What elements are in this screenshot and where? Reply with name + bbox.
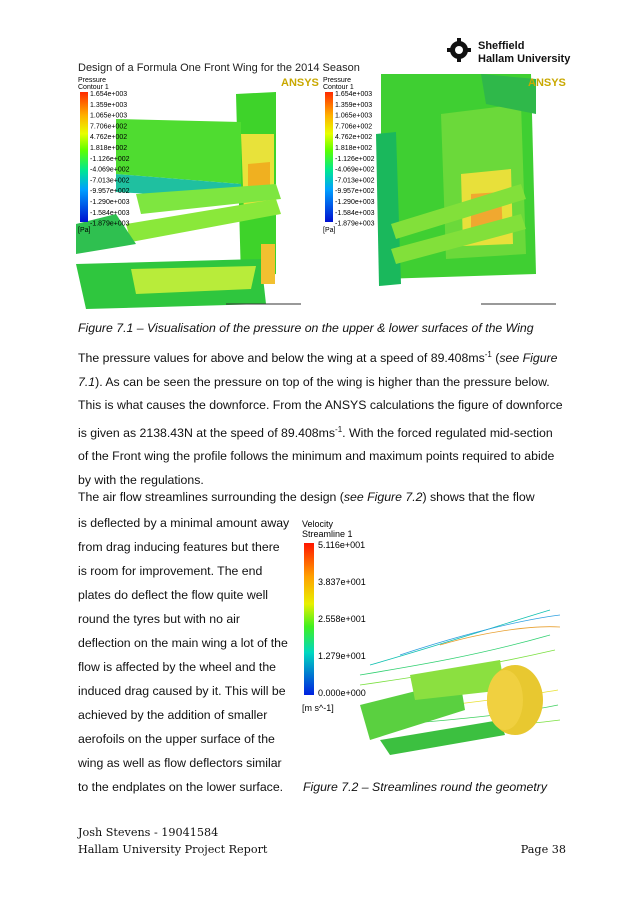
legend-value: -9.957e+002 xyxy=(335,188,375,196)
legend-value: -7.013e+002 xyxy=(335,177,375,185)
p1-text-1: The pressure values for above and below the wing at a speed of 89.408ms xyxy=(78,351,485,366)
gear-icon xyxy=(447,38,471,62)
legend-value: 3.837e+001 xyxy=(318,577,366,587)
right-ansys-logo: ANSYS xyxy=(528,77,566,89)
legend-value: -4.069e+002 xyxy=(90,166,130,174)
left-legend-subtitle: Contour 1 xyxy=(78,84,109,91)
p1-sup-1: -1 xyxy=(484,350,492,359)
legend-value: 7.706e+002 xyxy=(90,123,128,131)
left-legend-title: Pressure xyxy=(78,77,107,84)
legend-value: -1.879e+003 xyxy=(90,220,130,228)
logo-line-2: Hallam University xyxy=(478,53,571,65)
figure-7-1-pressure-contours xyxy=(76,74,566,314)
p1-text-2: ). As can be seen the pressure on top of the wing is higher than the pressure below. This is what causes the downforce. From the ANSYS calculations the figure of downforce is given as 2138.43N at the speed of 89.408ms xyxy=(78,374,563,440)
legend-value: -4.069e+002 xyxy=(335,166,375,174)
velocity-color-bar xyxy=(304,543,314,695)
figure-7-1-caption: Figure 7.1 – Visualisation of the pressure on the upper & lower surfaces of the Wing xyxy=(78,321,534,335)
paragraph-pressure xyxy=(78,343,566,492)
legend-value: -1.290e+003 xyxy=(90,199,130,206)
legend-value: 0.000e+000 xyxy=(318,688,366,698)
legend-value: 1.359e+003 xyxy=(90,101,128,109)
legend-value: -1.584e+003 xyxy=(335,209,375,217)
footer-report: Hallam University Project Report xyxy=(78,843,268,856)
p2-tail: ) shows that the flow xyxy=(422,490,535,504)
velocity-legend-title: Velocity xyxy=(302,519,334,529)
legend-value: 1.065e+003 xyxy=(335,112,373,120)
legend-value: -1.126e+002 xyxy=(90,155,130,163)
paragraph-streamlines-body: is deflected by a minimal amount away from drag inducing features but there is room for improvement. The end plates do deflect the flow quite well round the tyres but with no air deflection on the main wing a lot of the flow is affected by the wheel and the induced drag caused by it. This will be achieved by the addition of smaller aerofoils on the upper surface of the wing as well as flow deflectors similar to the endplates on the lower surface. xyxy=(78,516,290,794)
page-number: Page 38 xyxy=(520,843,566,856)
p1-figure-ref: see Figure 7.1 xyxy=(78,351,558,389)
legend-value: -1.584e+003 xyxy=(90,209,130,217)
right-legend-subtitle: Contour 1 xyxy=(323,84,354,91)
velocity-legend-subtitle: Streamline 1 xyxy=(302,529,353,539)
legend-value: 2.558e+001 xyxy=(318,614,366,624)
right-legend-title: Pressure xyxy=(323,77,352,84)
legend-value: 1.818e+002 xyxy=(90,145,128,152)
p2-figure-ref: see Figure 7.2 xyxy=(343,490,423,504)
legend-value: -1.879e+003 xyxy=(335,220,375,228)
figure-7-2-streamlines xyxy=(300,515,562,775)
legend-value: -1.126e+002 xyxy=(335,155,375,163)
left-legend-unit: [Pa] xyxy=(78,227,91,234)
logo-line-1: Sheffield xyxy=(478,40,525,52)
p1-sup-2: -1 xyxy=(335,424,343,434)
footer-author: Josh Stevens - 19041584 xyxy=(78,826,219,839)
legend-value: 1.654e+003 xyxy=(90,91,128,98)
logo-text xyxy=(478,40,570,66)
legend-value: 7.706e+002 xyxy=(335,123,373,131)
legend-value: -1.290e+003 xyxy=(335,199,375,206)
legend-value: 5.116e+001 xyxy=(318,540,366,550)
legend-value: 1.818e+002 xyxy=(335,145,373,152)
right-legend-unit: [Pa] xyxy=(323,227,336,234)
legend-value: -9.957e+002 xyxy=(90,188,130,196)
legend-value: 1.359e+003 xyxy=(335,101,373,109)
paragraph-streamlines-lead xyxy=(78,486,566,510)
figure-7-2-caption: Figure 7.2 – Streamlines round the geometry xyxy=(303,780,548,794)
velocity-legend-values xyxy=(318,540,366,698)
legend-value: 4.762e+002 xyxy=(335,134,373,142)
legend-value: 1.654e+003 xyxy=(335,91,373,98)
legend-value: -7.013e+002 xyxy=(90,177,130,185)
p2-lead: The air flow streamlines surrounding the design ( xyxy=(78,490,344,504)
legend-value: 1.065e+003 xyxy=(90,112,128,120)
velocity-legend-unit: [m s^-1] xyxy=(302,703,334,713)
legend-value: 4.762e+002 xyxy=(90,134,128,142)
left-ansys-logo: ANSYS xyxy=(281,77,319,89)
p1-text-3: . With the forced regulated mid-section of the Front wing the profile follows the minimum and maximum points required to abide by with the regulations. xyxy=(78,425,555,487)
legend-value: 1.279e+001 xyxy=(318,651,366,661)
p1-open: ( xyxy=(491,351,500,366)
document-title: Design of a Formula One Front Wing for the 2014 Season xyxy=(78,62,360,74)
tyre-rim xyxy=(487,670,523,730)
